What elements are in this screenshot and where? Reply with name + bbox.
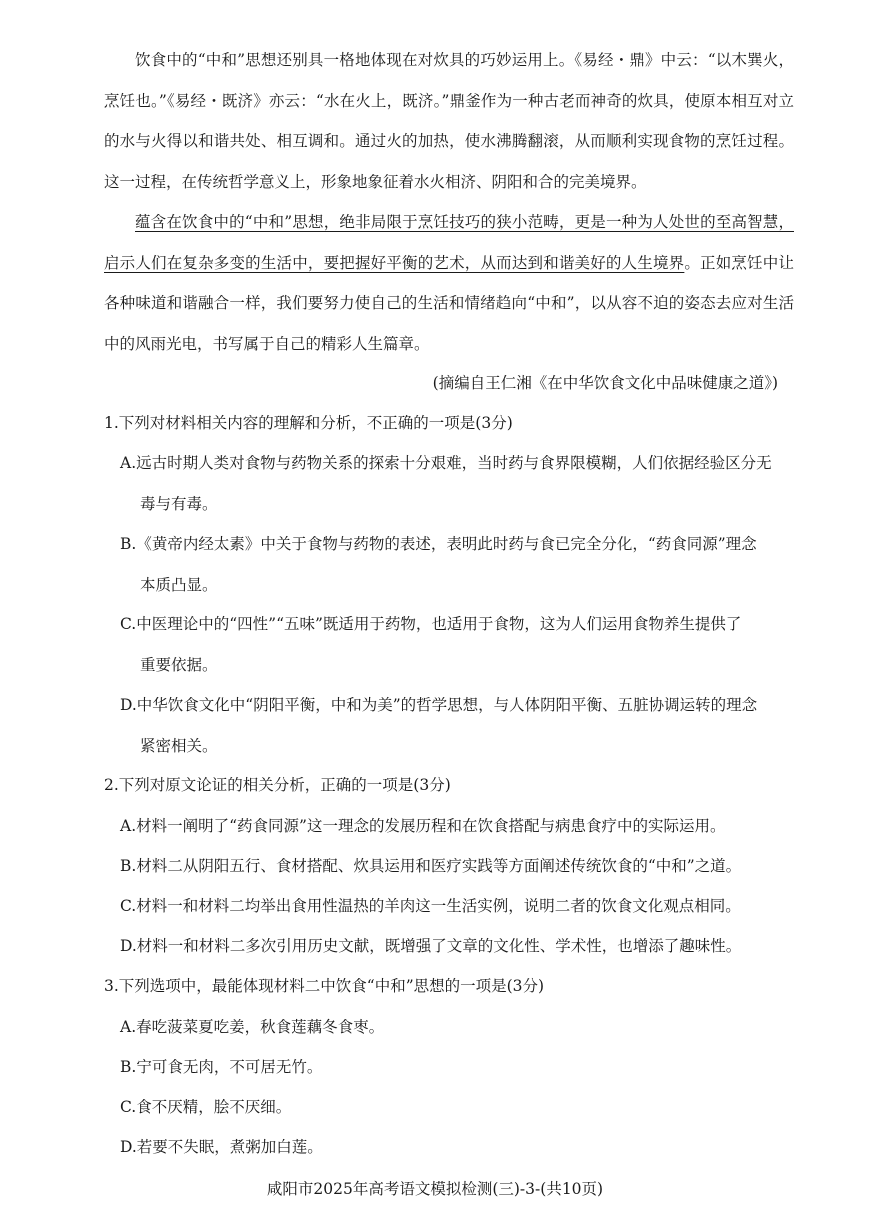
- option-text: C.材料一和材料二均举出食用性温热的羊肉这一生活实例，说明二者的饮食文化观点相同。: [120, 897, 741, 915]
- question-1-option-d[interactable]: [120, 685, 794, 766]
- option-text: D.材料一和材料二多次引用历史文献，既增强了文章的文化性、学术性，也增添了趣味性。: [120, 937, 742, 955]
- question-3-stem: 3.下列选项中，最能体现材料二中饮食“中和”思想的一项是(3分): [104, 977, 545, 995]
- option-text: A.远古时期人类对食物与药物关系的探索十分艰难，当时药与食界限模糊，人们依据经验区分无: [120, 454, 772, 472]
- question-2-option-b[interactable]: [120, 846, 794, 887]
- option-text: B.材料二从阴阳五行、食材搭配、炊具运用和医疗实践等方面阐述传统饮食的“中和”之道。: [120, 857, 742, 875]
- option-text: A.春吃菠菜夏吃姜，秋食莲藕冬食枣。: [120, 1018, 385, 1036]
- underlined-sentence: 蕴含在饮食中的“中和”思想，绝非局限于烹饪技巧的狭小范畴，更是一种为人处世的至高智慧，启示人们在复杂多变的生活中，要把握好平衡的艺术，从而达到和谐美好的人生境界: [104, 213, 794, 272]
- option-text-continued: 毒与有毒。: [140, 494, 218, 513]
- option-text: B.宁可食无肉，不可居无竹。: [120, 1058, 323, 1076]
- question-2-stem: 2.下列对原文论证的相关分析，正确的一项是(3分): [104, 776, 451, 794]
- option-text-continued: 本质凸显。: [140, 575, 218, 594]
- option-text: D.若要不失眠，煮粥加白莲。: [120, 1138, 323, 1156]
- question-2-option-d[interactable]: [120, 926, 794, 967]
- question-1-option-b[interactable]: [120, 524, 794, 605]
- option-text: D.中华饮食文化中“阴阳平衡，中和为美”的哲学思想，与人体阴阳平衡、五脏协调运转的理念: [120, 696, 758, 714]
- question-2-option-c[interactable]: [120, 886, 794, 927]
- paragraph-2-rest: 。正如烹饪中让各种味道和谐融合一样，我们要努力使自己的生活和情绪趋向“中和”，以从容不迫的姿态去应对生活中的风雨光电，书写属于自己的精彩人生篇章。: [104, 253, 794, 353]
- option-text: A.材料一阐明了“药食同源”这一理念的发展历程和在饮食搭配与病患食疗中的实际运用。: [120, 817, 726, 835]
- page-footer: 咸阳市2025年高考语文模拟检测(三)-3-(共10页): [266, 1180, 604, 1198]
- option-text: B.《黄帝内经太素》中关于食物与药物的表述，表明此时药与食已完全分化，“药食同源”理念: [120, 535, 757, 553]
- option-text-continued: 紧密相关。: [140, 736, 218, 755]
- question-1-stem: 1.下列对材料相关内容的理解和分析，不正确的一项是(3分): [104, 414, 513, 432]
- option-text-continued: 重要依据。: [140, 655, 218, 674]
- option-text: C.食不厌精，脍不厌细。: [120, 1098, 292, 1116]
- option-text: C.中医理论中的“四性”“五味”既适用于药物，也适用于食物，这为人们运用食物养生提供了: [120, 615, 742, 633]
- question-3-option-c[interactable]: [120, 1087, 794, 1128]
- question-3-option-d[interactable]: [120, 1127, 794, 1168]
- passage-paragraph-1: 饮食中的“中和”思想还别具一格地体现在对炊具的巧妙运用上。《易经・鼎》中云：“以木巽火，烹饪也。”《易经・既济》亦云：“水在火上，既济。”鼎釜作为一种古老而神奇的炊具，使原本相互对立的水与火得以和谐共处、相互调和。通过火的加热，使水沸腾翻滚，从而顺利实现食物的烹饪过程。这一过程，在传统哲学意义上，形象地象征着水火相济、阴阳和合的完美境界。: [104, 51, 794, 191]
- passage-paragraph-2: [104, 202, 794, 364]
- question-3-option-a[interactable]: [120, 1007, 794, 1048]
- question-1-option-a[interactable]: [120, 443, 794, 524]
- source-citation: (摘编自王仁湘《在中华饮食文化中品味健康之道》): [432, 374, 778, 392]
- question-2-option-a[interactable]: [120, 806, 794, 847]
- question-3-option-b[interactable]: [120, 1047, 794, 1088]
- question-1-option-c[interactable]: [120, 604, 794, 685]
